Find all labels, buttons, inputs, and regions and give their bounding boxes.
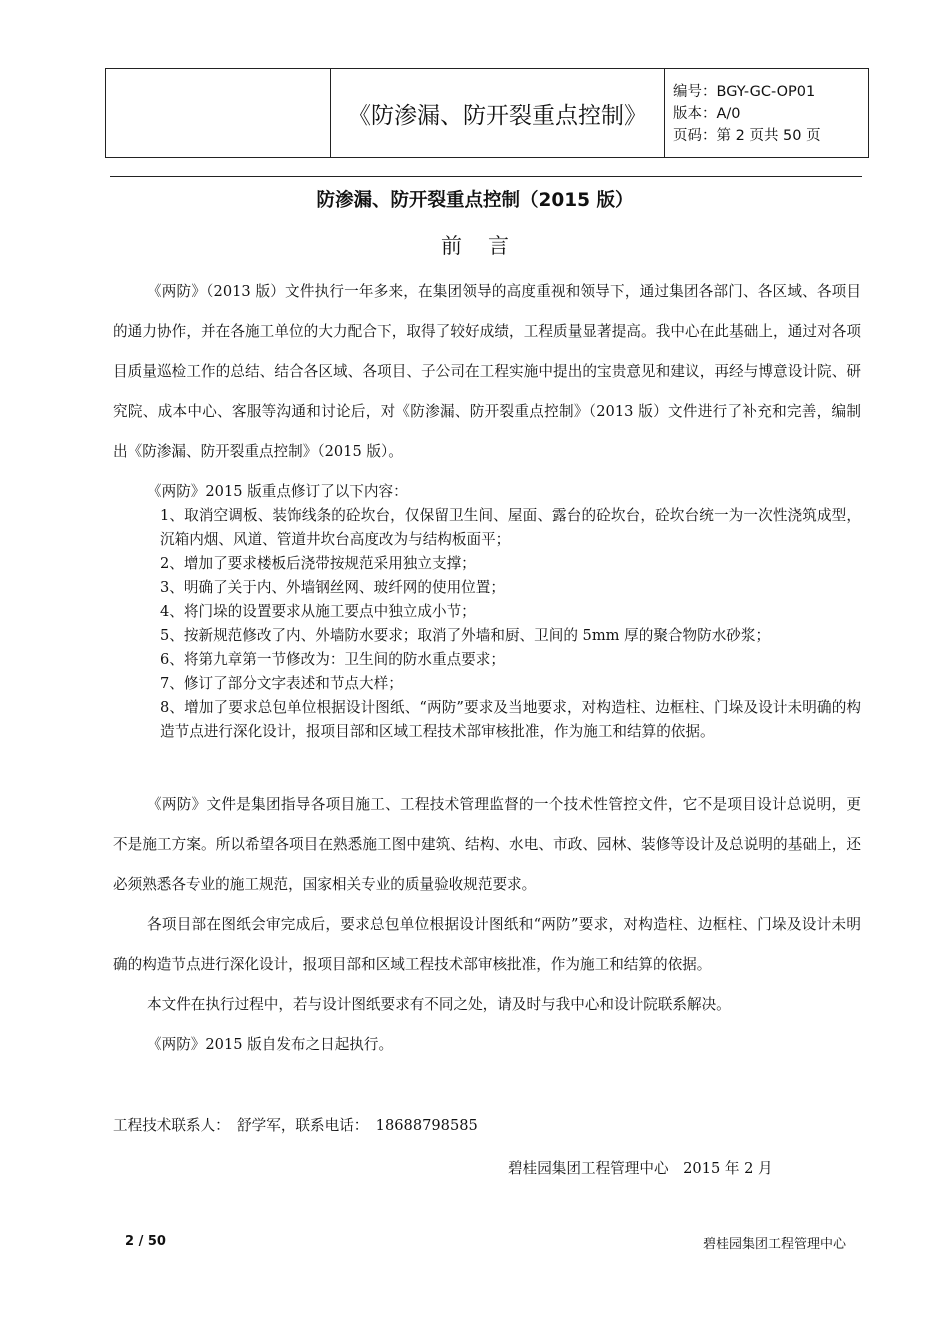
signoff-line: 碧桂园集团工程管理中心 2015 年 2 月 — [508, 1160, 773, 1177]
footer-page-number: 2 / 50 — [125, 1234, 166, 1249]
header-divider — [110, 176, 862, 177]
page-indicator: 页码：第 2 页共 50 页 — [673, 128, 821, 144]
body-section — [113, 785, 861, 1065]
preface-heading: 前言 — [441, 234, 535, 258]
header-title: 《防渗漏、防开裂重点控制》 — [331, 69, 665, 157]
conflict-paragraph: 本文件在执行过程中，若与设计图纸要求有不同之处，请及时与我中心和设计院联系解决。 — [147, 996, 731, 1013]
revision-item: 1、取消空调板、装饰线条的砼坎台，仅保留卫生间、屋面、露台的砼坎台，砼坎台统一为一次性浇筑成型，沉箱内烟、风道、管道井坎台高度改为与结构板面平； — [160, 507, 861, 548]
revision-item: 3、明确了关于内、外墙钢丝网、玻纤网的使用位置； — [160, 579, 505, 596]
intro-section — [113, 272, 861, 472]
header-logo-cell — [106, 69, 331, 157]
document-header-table — [105, 68, 869, 158]
footer-org: 碧桂园集团工程管理中心 — [702, 1237, 846, 1252]
revision-heading: 《两防》2015 版重点修订了以下内容： — [147, 483, 408, 500]
document-title: 防渗漏、防开裂重点控制（2015 版） — [316, 190, 634, 211]
review-paragraph: 各项目部在图纸会审完成后，要求总包单位根据设计图纸和“两防”要求，对构造柱、边框柱、门垛及设计未明确的构造节点进行深化设计，报项目部和区域工程技术部审核批准，作为施工和结算的依据。 — [113, 916, 861, 973]
nature-paragraph: 《两防》文件是集团指导各项目施工、工程技术管理监督的一个技术性管控文件，它不是项目设计总说明，更不是施工方案。所以希望各项目在熟悉施工图中建筑、结构、水电、市政、园林、装修等设计及总说明的基础上，还必须熟悉各专业的施工规范，国家相关专业的质量验收规范要求。 — [113, 796, 861, 893]
revision-item: 5、按新规范修改了内、外墙防水要求；取消了外墙和厨、卫间的 5mm 厚的聚合物防水砂浆； — [160, 627, 771, 644]
document-version: 版本：A/0 — [673, 106, 741, 122]
revision-item: 7、修订了部分文字表述和节点大样； — [160, 675, 403, 692]
effective-paragraph: 《两防》2015 版自发布之日起执行。 — [147, 1036, 394, 1053]
header-meta — [665, 69, 868, 157]
revision-item: 2、增加了要求楼板后浇带按规范采用独立支撑； — [160, 555, 476, 572]
document-code: 编号：BGY-GC-OP01 — [673, 84, 816, 100]
revision-list — [147, 480, 861, 744]
contact-line: 工程技术联系人： 舒学军，联系电话： 18688798585 — [113, 1117, 478, 1134]
revision-item: 4、将门垛的设置要求从施工要点中独立成小节； — [160, 603, 476, 620]
intro-paragraph: 《两防》（2013 版）文件执行一年多来，在集团领导的高度重视和领导下，通过集团各部门、各区域、各项目的通力协作，并在各施工单位的大力配合下，取得了较好成绩，工程质量显著提高。我中心在此基础上，通过对各项目质量巡检工作的总结、结合各区域、各项目、子公司在工程实施中提出的宝贵意见和建议，再经与博意设计院、研究院、成本中心、客服等沟通和讨论后，对《防渗漏、防开裂重点控制》（2013 版）文件进行了补充和完善，编制出《防渗漏、防开裂重点控制》（2015 版）。 — [113, 283, 861, 460]
revision-item: 6、将第九章第一节修改为：卫生间的防水重点要求； — [160, 651, 505, 668]
revision-item: 8、增加了要求总包单位根据设计图纸、“两防”要求及当地要求，对构造柱、边框柱、门垛及设计未明确的构造节点进行深化设计，报项目部和区域工程技术部审核批准，作为施工和结算的依据。 — [160, 699, 861, 740]
